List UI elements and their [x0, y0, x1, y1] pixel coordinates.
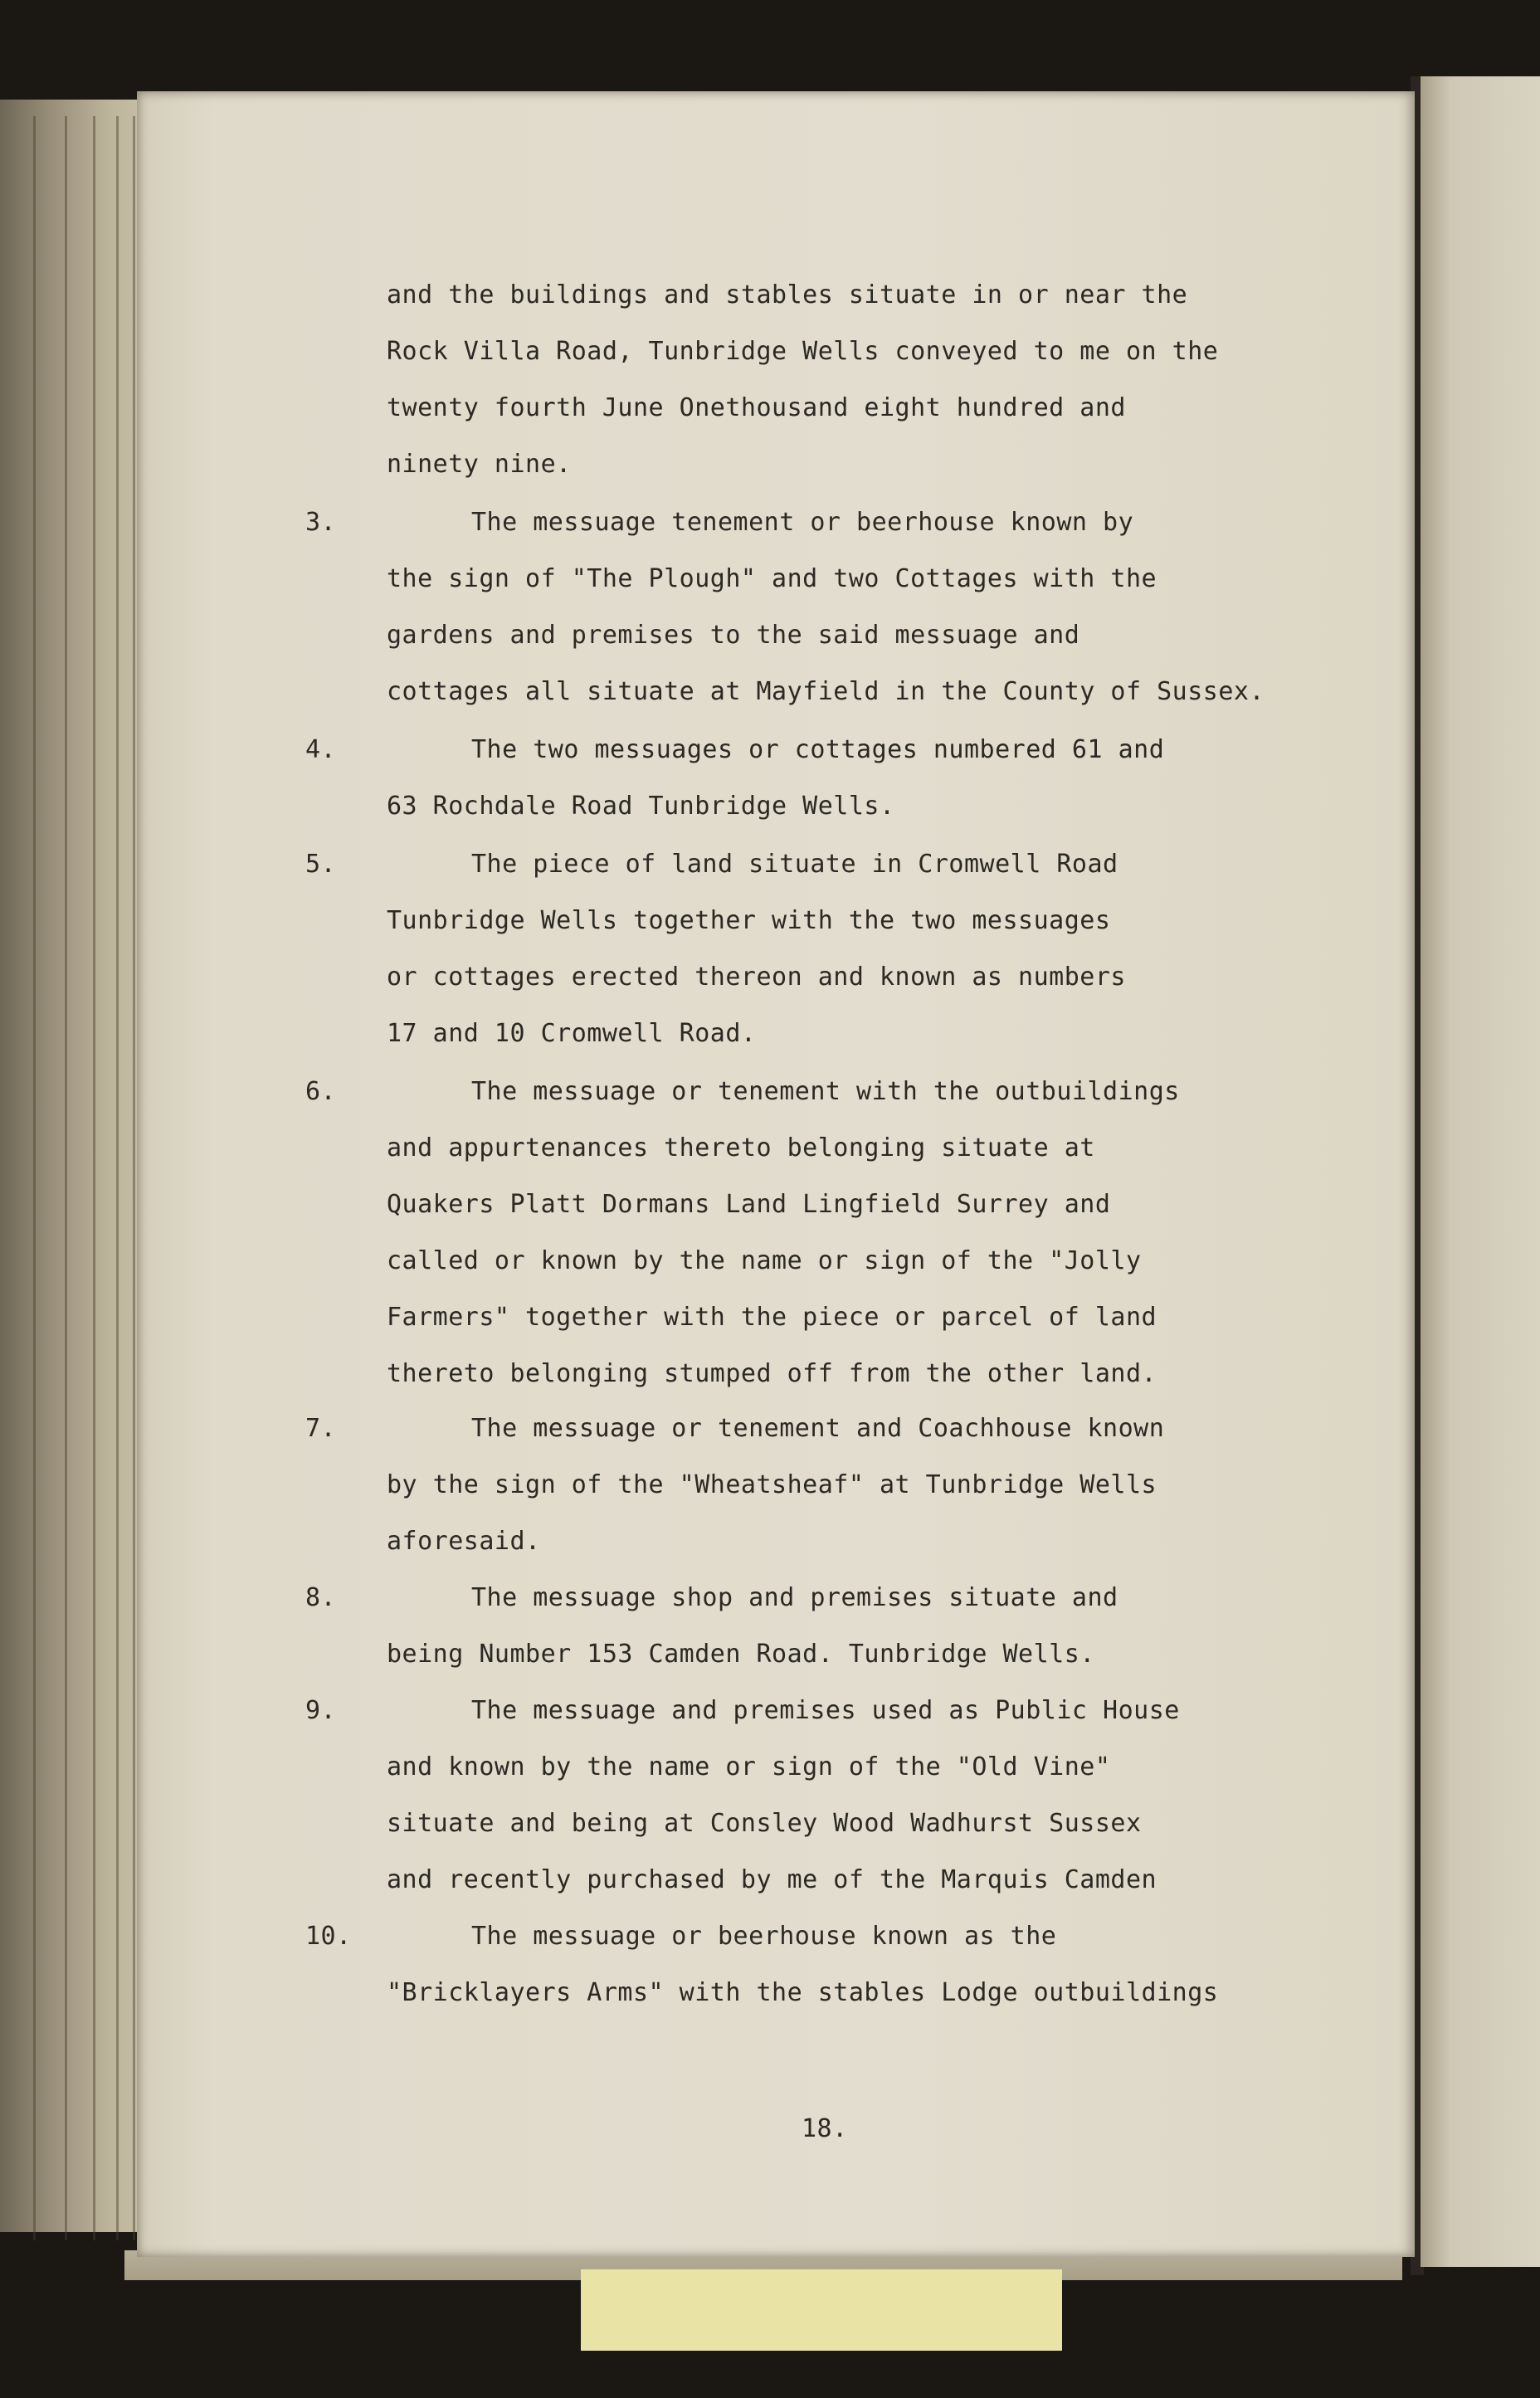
paper-slip — [581, 2269, 1062, 2351]
page-edge-line — [65, 116, 67, 2240]
text-line: cottages all situate at Mayfield in the County of Sussex. — [387, 677, 1265, 706]
text-line: and appurtenances thereto belonging situate at — [387, 1133, 1095, 1162]
page-edge-line — [133, 116, 135, 2240]
text-line: Quakers Platt Dormans Land Lingfield Surrey and — [387, 1190, 1111, 1219]
item-number: 10. — [305, 1922, 352, 1951]
text-line: the sign of "The Plough" and two Cottages with the — [387, 564, 1157, 593]
text-line: and the buildings and stables situate in or near the — [387, 280, 1188, 309]
text-line: ninety nine. — [387, 450, 572, 479]
text-line: Tunbridge Wells together with the two messuages — [387, 906, 1111, 935]
item-number: 6. — [305, 1077, 337, 1106]
item-number: 3. — [305, 508, 337, 537]
text-line: The messuage and premises used as Public House — [471, 1696, 1180, 1725]
text-line: called or known by the name or sign of the "Jolly — [387, 1246, 1142, 1275]
item-number: 4. — [305, 735, 337, 764]
text-line: The messuage or beerhouse known as the — [471, 1922, 1057, 1951]
text-line: and known by the name or sign of the "Old Vine" — [387, 1752, 1111, 1781]
item-number: 8. — [305, 1583, 337, 1612]
text-line: Rock Villa Road, Tunbridge Wells conveyed to me on the — [387, 337, 1219, 366]
text-line: or cottages erected thereon and known as numbers — [387, 963, 1126, 992]
text-line: The messuage tenement or beerhouse known by — [471, 508, 1134, 537]
item-number: 9. — [305, 1696, 337, 1725]
text-line: by the sign of the "Wheatsheaf" at Tunbridge Wells — [387, 1470, 1157, 1499]
text-line: 63 Rochdale Road Tunbridge Wells. — [387, 792, 895, 821]
item-number: 5. — [305, 850, 337, 879]
text-line: The messuage or tenement with the outbuildings — [471, 1077, 1180, 1106]
page-edge-line — [93, 116, 95, 2240]
text-line: 17 and 10 Cromwell Road. — [387, 1019, 757, 1048]
text-line: The piece of land situate in Cromwell Road — [471, 850, 1118, 879]
text-line: gardens and premises to the said messuage and — [387, 621, 1080, 650]
text-line: thereto belonging stumped off from the other land. — [387, 1359, 1157, 1388]
page-edge-line — [33, 116, 36, 2240]
text-line: "Bricklayers Arms" with the stables Lodge outbuildings — [387, 1978, 1219, 2007]
text-line: The two messuages or cottages numbered 61 and — [471, 735, 1165, 764]
text-line: situate and being at Consley Wood Wadhurst Sussex — [387, 1809, 1142, 1838]
page-number: 18. — [802, 2114, 848, 2143]
text-line: and recently purchased by me of the Marquis Camden — [387, 1865, 1157, 1894]
text-line: The messuage or tenement and Coachhouse known — [471, 1414, 1165, 1443]
item-number: 7. — [305, 1414, 337, 1443]
text-line: being Number 153 Camden Road. Tunbridge Wells. — [387, 1640, 1095, 1669]
adjacent-page — [1421, 76, 1540, 2267]
page-edge-line — [116, 116, 119, 2240]
text-line: Farmers" together with the piece or parcel of land — [387, 1303, 1157, 1332]
text-line: twenty fourth June Onethousand eight hundred and — [387, 393, 1126, 422]
text-line: aforesaid. — [387, 1527, 541, 1556]
text-line: The messuage shop and premises situate and — [471, 1583, 1118, 1612]
